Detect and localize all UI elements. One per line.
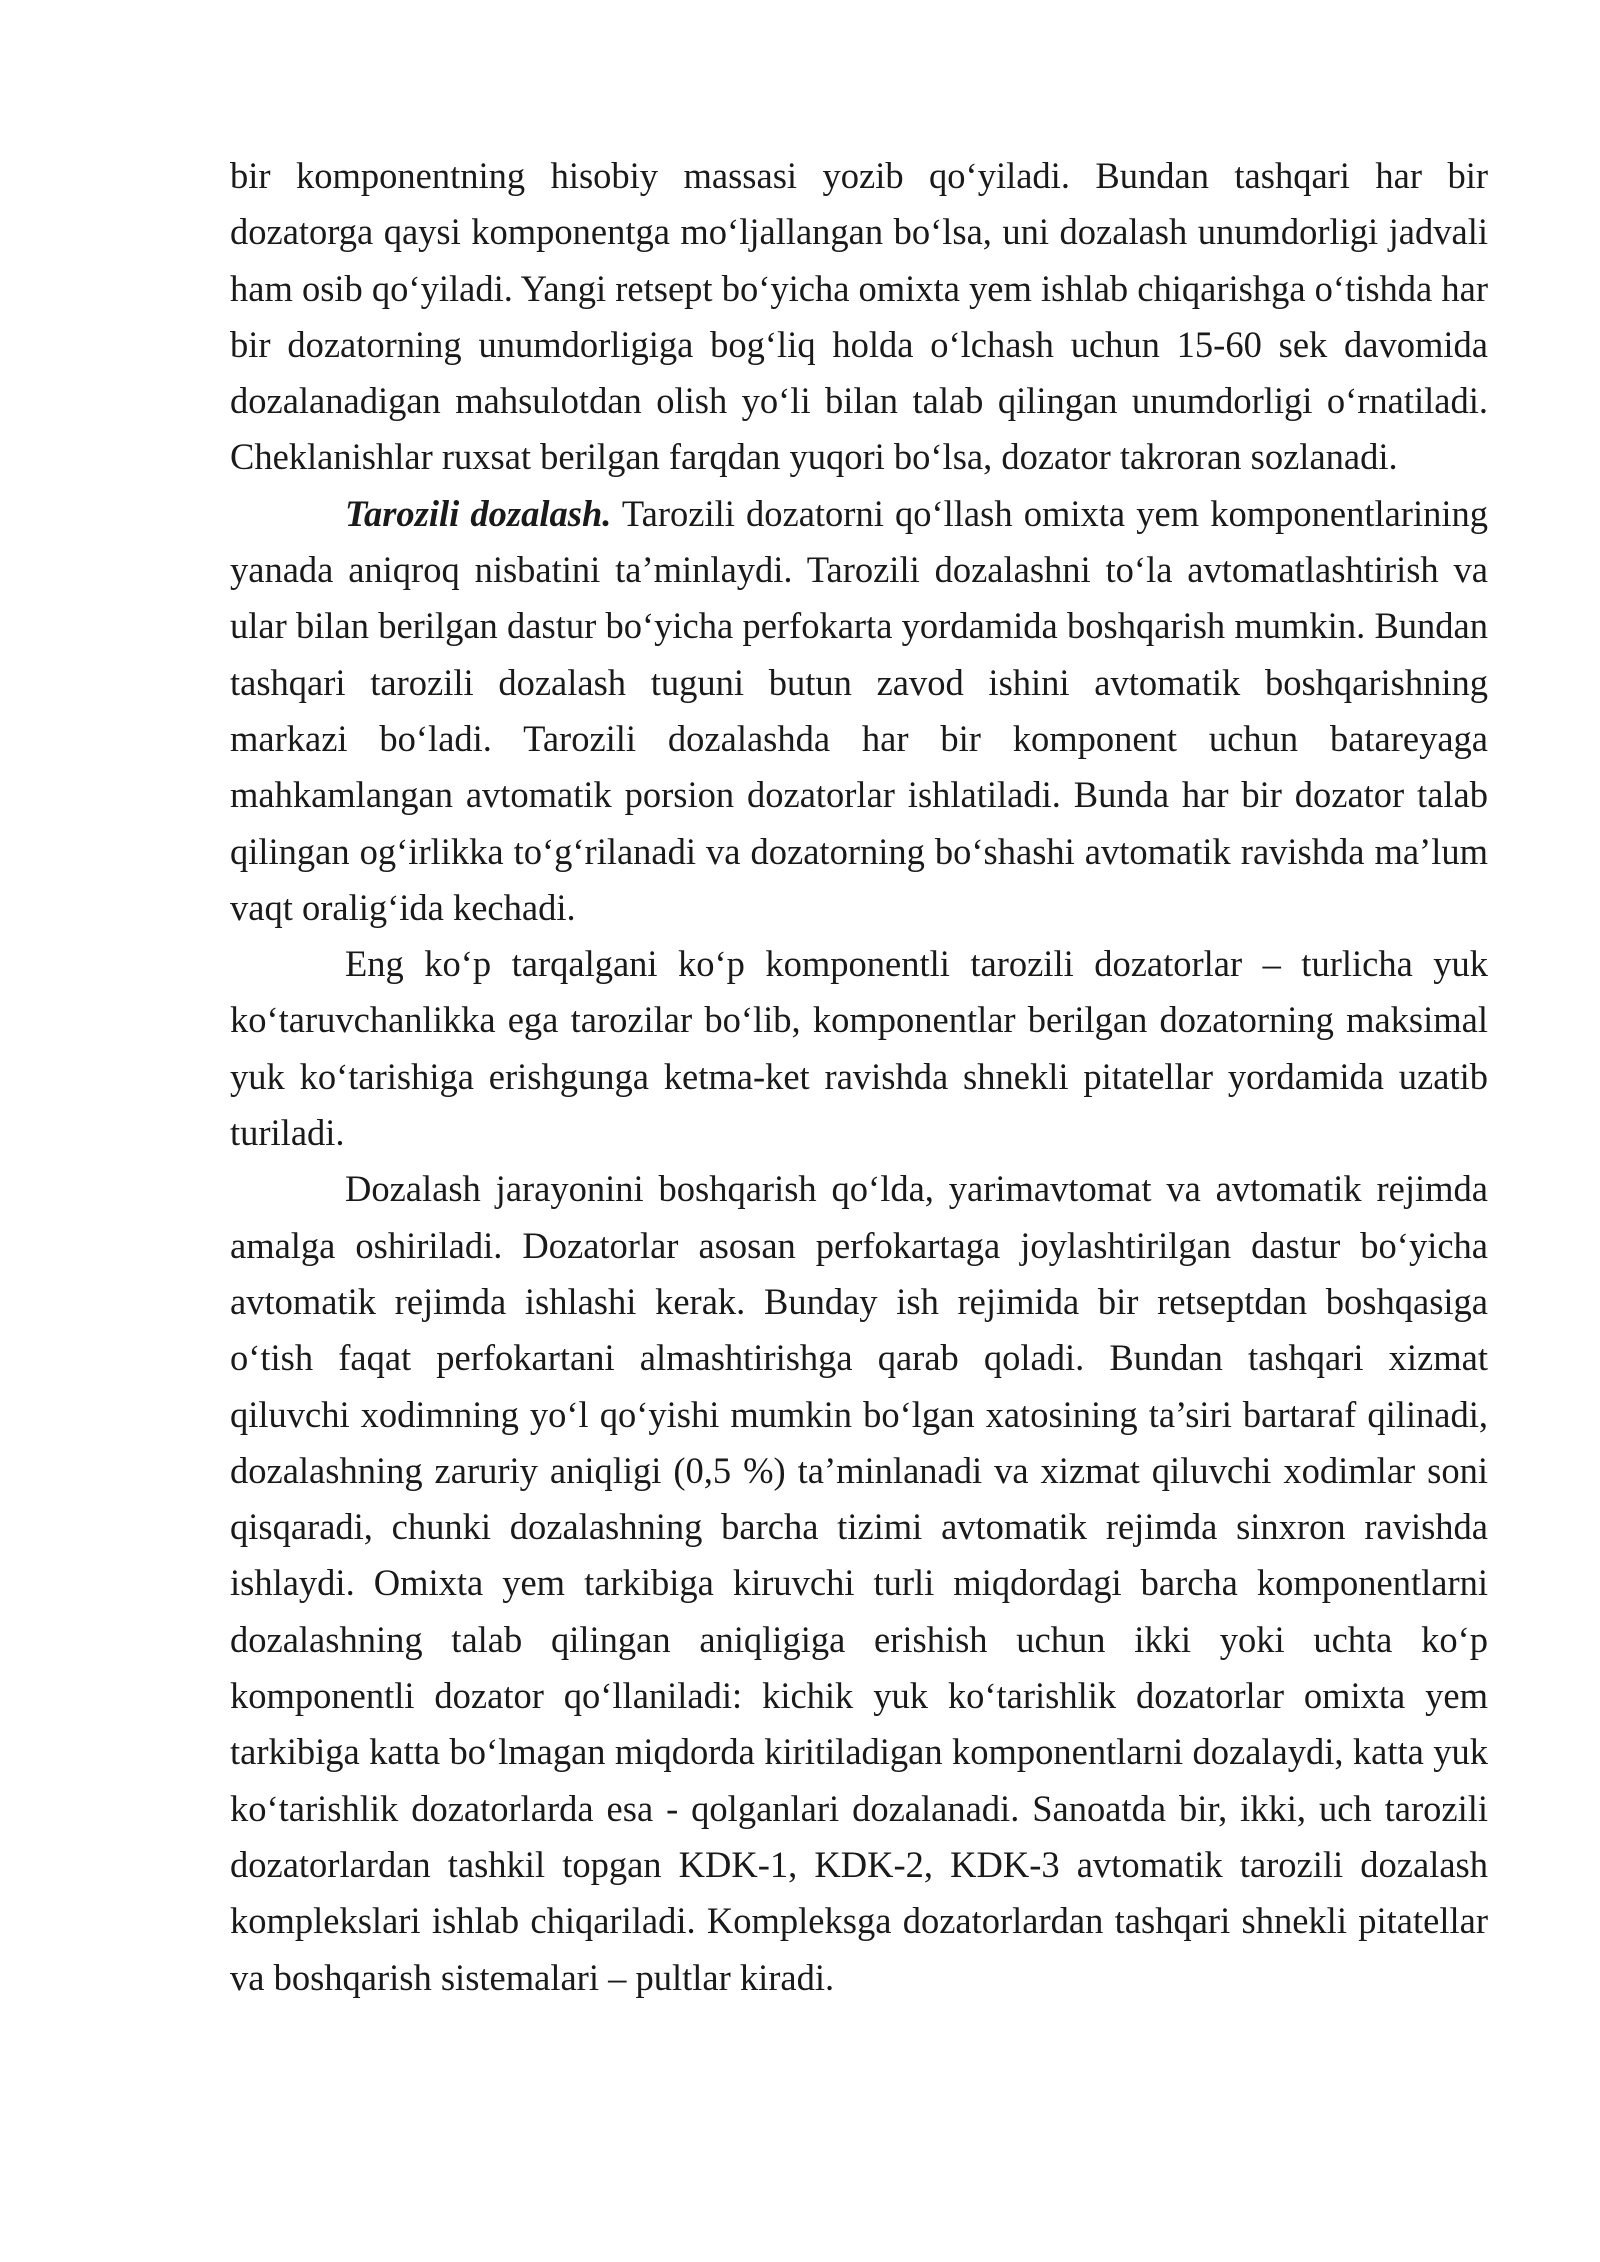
paragraph-tarozili-dozalash	[230, 486, 1488, 936]
paragraph-dozalash-control: Dozalash jarayonini boshqarish qo‘lda, yarimavtomat va avtomatik rejimda amalga oshiriladi. Dozatorlar asosan perfokartaga joylashtirilgan dastur bo‘yicha avtomatik rejimda ishlashi kerak. Bunday ish rejimida bir retseptdan boshqasiga o‘tish faqat perfokartani almashtirishga qarab qoladi. Bundan tashqari xizmat qiluvchi xodimning yo‘l qo‘yishi mumkin bo‘lgan xatosining ta’siri bartaraf qilinadi, dozalashning zaruriy aniqligi (0,5 %) ta’minlanadi va xizmat qiluvchi xodimlar soni qisqaradi, chunki dozalashning barcha tizimi avtomatik rejimda sinxron ravishda ishlaydi. Omixta yem tarkibiga kiruvchi turli miqdordagi barcha komponentlarni dozalashning talab qilingan aniqligiga erishish uchun ikki yoki uchta ko‘p komponentli dozator qo‘llaniladi: kichik yuk ko‘tarishlik dozatorlar omixta yem tarkibiga katta bo‘lmagan miqdorda kiritiladigan komponentlarni dozalaydi, katta yuk ko‘tarishlik dozatorlarda esa - qolganlari dozalanadi. Sanoatda bir, ikki, uch tarozili dozatorlardan tashkil topgan KDK-1, KDK-2, KDK-3 avtomatik tarozili dozalash komplekslari ishlab chiqariladi. Kompleksga dozatorlardan tashqari shnekli pitatellar va boshqarish sistemalari – pultlar kiradi.	[230, 1168, 1488, 1998]
document-page	[230, 148, 1488, 2006]
paragraph-body: Tarozili dozatorni qo‘llash omixta yem komponentlarining yanada aniqroq nisbatini ta’minlaydi. Tarozili dozalashni to‘la avtomatlashtirish va ular bilan berilgan dastur bo‘yicha perfokarta yordamida boshqarish mumkin. Bundan tashqari tarozili dozalash tuguni butun zavod ishini avtomatik boshqarishning markazi bo‘ladi. Tarozili dozalashda har bir komponent uchun batareyaga mahkamlangan avtomatik porsion dozatorlar ishlatiladi. Bunda har bir dozator talab qilingan og‘irlikka to‘g‘rilanadi va dozatorning bo‘shashi avtomatik ravishda ma’lum vaqt oralig‘ida kechadi.	[230, 492, 1488, 928]
run-in-heading: Tarozili dozalash.	[345, 492, 612, 534]
paragraph-multicomponent-dozators: Eng ko‘p tarqalgani ko‘p komponentli tarozili dozatorlar – turlicha yuk ko‘taruvchanlikka ega tarozilar bo‘lib, komponentlar berilgan dozatorning maksimal yuk ko‘tarishiga erishgunga ketma-ket ravishda shnekli pitatellar yordamida uzatib turiladi.	[230, 943, 1488, 1154]
paragraph-continuation: bir komponentning hisobiy massasi yozib qo‘yiladi. Bundan tashqari har bir dozatorga qaysi komponentga mo‘ljallangan bo‘lsa, uni dozalash unumdorligi jadvali ham osib qo‘yiladi. Yangi retsept bo‘yicha omixta yem ishlab chiqarishga o‘tishda har bir dozatorning unumdorligiga bog‘liq holda o‘lchash uchun 15-60 sek davomida dozalanadigan mahsulotdan olish yo‘li bilan talab qilingan unumdorligi o‘rnatiladi. Cheklanishlar ruxsat berilgan farqdan yuqori bo‘lsa, dozator takroran sozlanadi.	[230, 155, 1488, 478]
